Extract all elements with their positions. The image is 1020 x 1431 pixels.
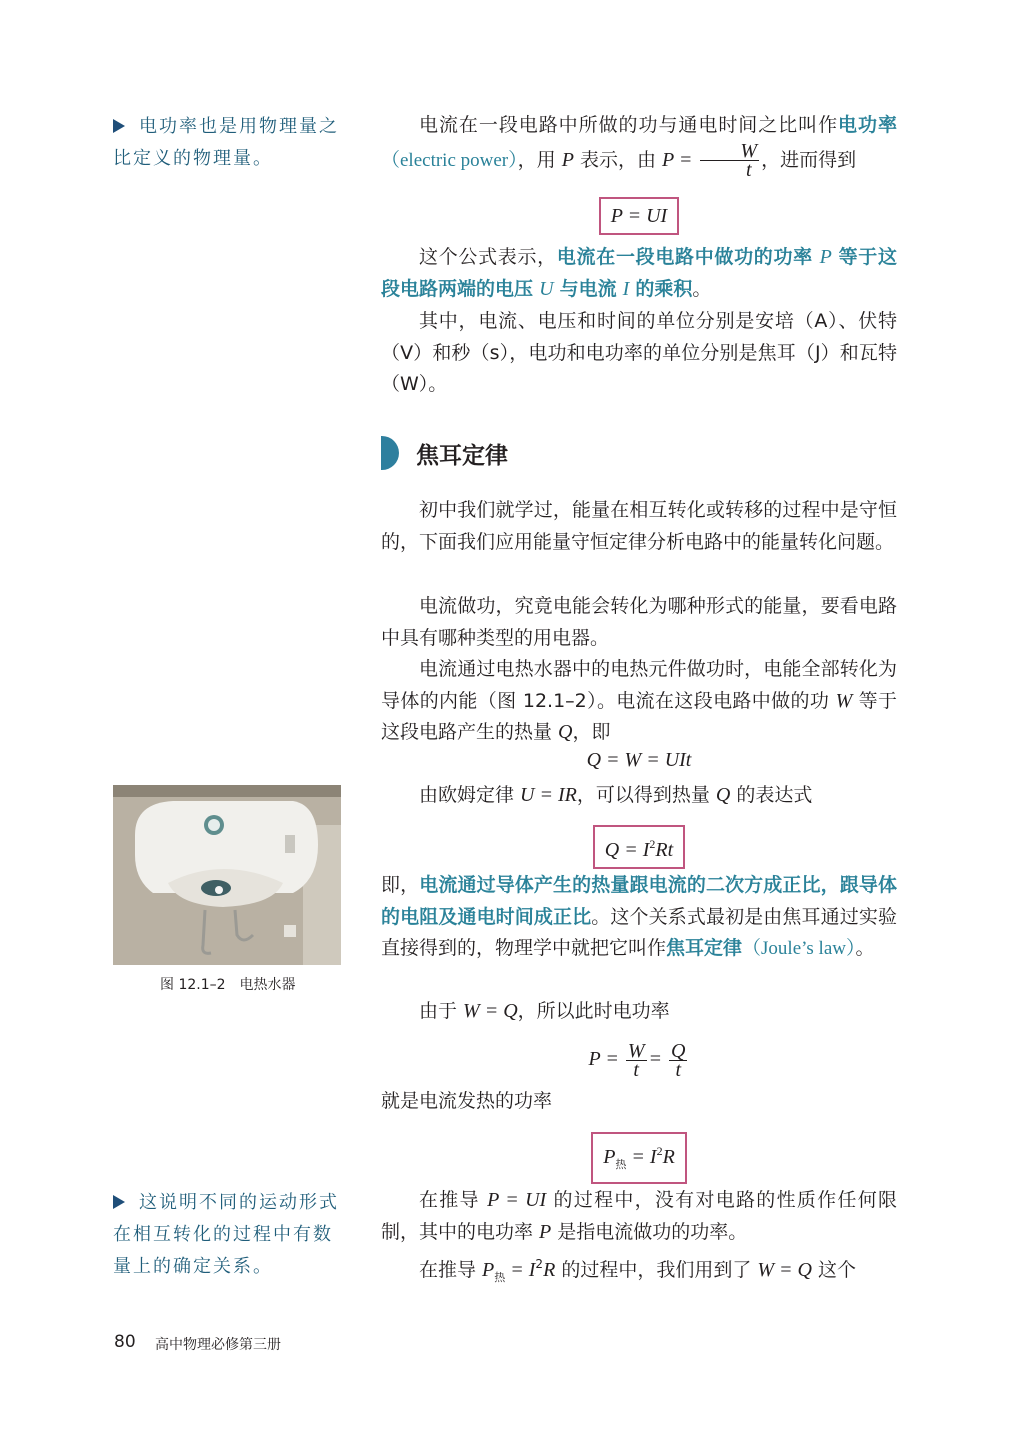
paragraph-power-meaning: 这个公式表示，电流在一段电路中做功的功率 P 等于这段电路两端的电压 U 与电流 I 的乘积。 — [381, 246, 897, 300]
paragraph-ohm-law: 由欧姆定律 U = IR，可以得到热量 Q 的表达式 — [419, 784, 813, 806]
formula-box-p-heat-i2r: $P_热 = I^2R$ — [591, 1132, 687, 1184]
paragraph-electric-power-definition: 电流在一段电路中所做的功与通电时间之比叫作电功率（electric power），用 P 表示，由 P = $\frac{W}{t}$ ，进而得到 — [381, 114, 897, 181]
formula-box-p-ui-wrap — [381, 197, 897, 235]
water-heater-photo — [113, 785, 341, 965]
triangle-bullet-icon — [113, 1195, 125, 1209]
section-heading-joule-law: 焦耳定律 — [416, 443, 508, 469]
equation-q-w-uit: Q = W = UIt — [586, 749, 692, 771]
paragraph-heating-power: 就是电流发热的功率 — [381, 1090, 553, 1112]
paragraph-joule-law-statement: 即，电流通过导体产生的热量跟电流的二次方成正比，跟导体的电阻及通电时间成正比。这个关系式最初是由焦耳通过实验直接得到的，物理学中就把它叫作焦耳定律（Joule’s law）。 — [381, 874, 897, 959]
page-number: 80 — [114, 1332, 136, 1352]
book-title: 高中物理必修第三册 — [155, 1337, 281, 1353]
formula-box-heat-power-wrap — [381, 1132, 897, 1184]
fraction-q-over-t: $\frac{Q}{t}$ — [671, 1040, 686, 1081]
paragraph-derivation-heat-power: 在推导 $P_热 = I^2R$ 的过程中，我们用到了 W = Q 这个 — [419, 1257, 857, 1284]
paragraph-derivation-p-ui: 在推导 P = UI 的过程中，没有对电路的性质作任何限制，其中的电功率 P 是指电流做功的功率。 — [381, 1189, 897, 1243]
figure-caption: 图 12.1–2 电热水器 — [160, 977, 296, 993]
water-heater-illustration-icon — [113, 785, 341, 965]
paragraph-units: 其中，电流、电压和时间的单位分别是安培（A）、伏特（V）和秒（s），电功和电功率的单位分别是焦耳（J）和瓦特（W）。 — [381, 310, 897, 395]
margin-note-1: 电功率也是用物理量之 比定义的物理量。 — [113, 116, 339, 169]
paragraph-w-equals-q: 由于 W = Q，所以此时电功率 — [419, 1000, 670, 1022]
formula-box-joule-wrap — [381, 825, 897, 869]
margin-note-2: 这说明不同的运动形式 在相互转化的过程中有数 量上的确定关系。 — [113, 1192, 339, 1277]
triangle-bullet-icon — [113, 119, 125, 133]
formula-box-p-ui: P = UI — [599, 197, 679, 235]
paragraph-water-heater: 电流通过电热水器中的电热元件做功时，电能全部转化为导体的内能（图 12.1–2）。电流在这段电路中做的功 W 等于这段电路产生的热量 Q，即 — [381, 658, 897, 743]
equation-p-w-t-q-t: P = $\frac{W}{t}$ = $\frac{Q}{t}$ — [588, 1040, 686, 1081]
paragraph-energy-conservation: 初中我们就学过，能量在相互转化或转移的过程中是守恒的，下面我们应用能量守恒定律分析电路中的能量转化问题。 — [381, 499, 897, 553]
formula-box-q-i2rt: $Q = I^2Rt$ — [593, 825, 685, 869]
fraction-w-over-t: $\frac{W}{t}$ — [627, 1040, 645, 1081]
section-heading-marker-icon — [381, 436, 399, 470]
fraction-w-over-t: $\frac{W}{t}$ — [700, 142, 759, 179]
paragraph-energy-conversion: 电流做功，究竟电能会转化为哪种形式的能量，要看电路中具有哪种类型的用电器。 — [381, 595, 897, 649]
